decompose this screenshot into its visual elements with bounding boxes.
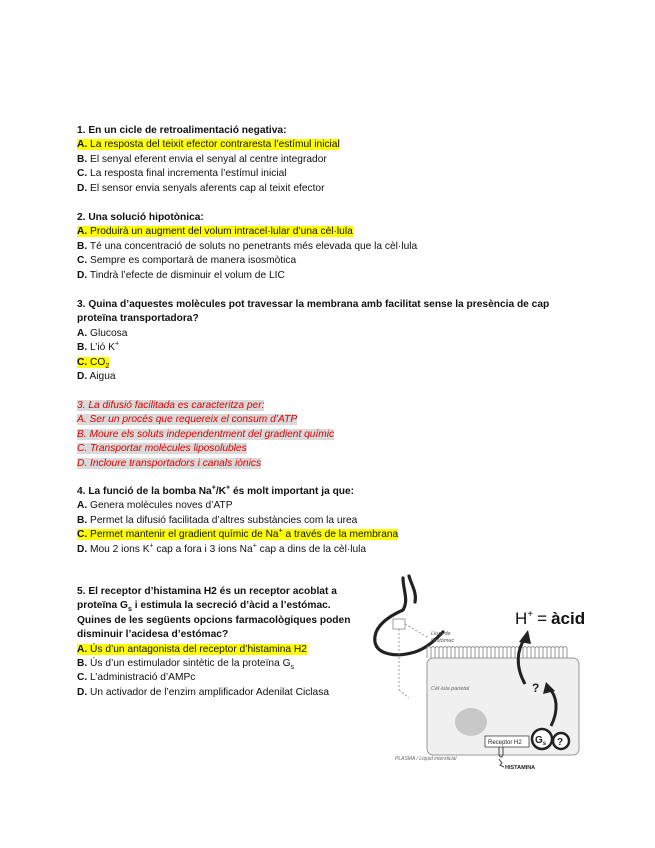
q4-option-d: D. Mou 2 ions K+ cap a fora i 3 ions Na+ cap a dins de la cèl·lula [77,542,367,555]
question-2-title: 2. Una solució hipotònica: [77,212,204,223]
question-3-title-2: proteïna transportadora? [77,313,199,325]
q1-option-d: D. El sensor envia senyals aferents cap al teixit efector [77,182,325,194]
q4-option-b: B. Permet la difusió facilitada d’altres substàncies com la urea [77,514,358,526]
q1-option-a: A. La resposta del teixit efector contraresta l’estímul inicial [77,139,340,151]
q3b-option-b: B. Moure els soluts independentment del gradient químic [77,428,335,440]
microvilli [427,647,567,659]
q2-option-c: C. Sempre es comportarà de manera isosmòtica [77,255,297,267]
question-5-title-1: 5. El receptor d’histamina H2 és un receptor acoblat a [77,586,337,597]
q4-option-a: A. Genera molècules noves d’ATP [77,500,233,512]
question-4 [77,485,577,557]
q2-option-d: D. Tindrà l’efecte de disminuir el volum de LIC [77,269,285,281]
zoom-box [393,619,405,629]
h-plus-label: H+ = àcid [515,609,586,628]
q2-option-a: A. Produirà un augment del volum intracel·lular d’una cèl·lula [77,226,353,238]
question-5 [77,585,367,700]
q3b-option-c: C. Transportar molècules liposolubles [77,443,247,455]
histamine-icon [499,759,504,767]
llum-label-2: l’estòmac [431,638,455,644]
histamina-label: HISTAMINA [505,765,536,771]
llum-label-1: Llum de [431,631,451,637]
question-3-title-1: 3. Quina d’aquestes molècules pot travessar la membrana amb facilitat sense la presència de cap [77,299,550,310]
question-5-title-2: proteïna $G_s$ i estimula la secreció d’àcid a l’estómac. [77,600,331,614]
q3b-option-a: A. Ser un procés que requereix el consum d’ATP [77,414,298,426]
question-5-title-4: disminuir l’acidesa d’estómac? [77,629,229,641]
question-2 [77,211,577,283]
question-mark-1: ? [532,681,540,695]
q3b-option-d: D. Incloure transportadors i canals iònics [77,457,262,469]
question-1 [77,124,577,196]
q3-option-b: B. L’ió K+ [77,340,120,354]
question-3 [77,298,577,384]
question-1-title: 1. En un cicle de retroalimentació negativa: [77,125,287,136]
svg-text:Gs: $G_s$ [535,735,547,747]
q2-option-b: B. Té una concentració de soluts no penetrants més elevada que la cèl·lula [77,240,418,252]
question-4-title: 4. La funció de la bomba Na+/K+ és molt important ja que: [77,484,355,497]
q5-option-a: A. Ús d’un antagonista del receptor d’histamina H2 [77,643,307,655]
question-5-title-3: Quines de les següents opcions farmacològiques poden [77,614,351,626]
q3-option-a: A. Glucosa [77,327,128,339]
q1-option-c: C. La resposta final incrementa l’estímul inicial [77,168,287,180]
q5-option-c: C. L’administració d’AMPc [77,672,196,684]
question-mark-2: ? [557,737,564,748]
cell-label: Cèl·lula parietal [431,686,470,692]
question-3b-title: 3. La difusió facilitada es caracteritza per: [77,400,265,411]
question-3b [77,399,577,471]
receptor-label: Receptor H2 [488,740,522,746]
q5-option-d: D. Un activador de l’enzim amplificador Adenilat Ciclasa [77,686,329,698]
q3-option-c: C. $CO_2$ [77,356,110,370]
q1-option-b: B. El senyal eferent envia el senyal al centre integrador [77,153,327,165]
plasma-label: PLASMA / Líquid intersticial [395,756,457,762]
nucleus [455,708,487,736]
q4-option-c: C. Permet mantenir el gradient químic de Na+ a través de la membrana [77,527,399,541]
q5-option-b: B. Ús d’un estimulador sintètic de la proteïna $G_s$ [77,657,294,671]
stomach-parietal-cell-diagram [365,570,590,775]
q3-option-d: D. Aigua [77,370,116,382]
